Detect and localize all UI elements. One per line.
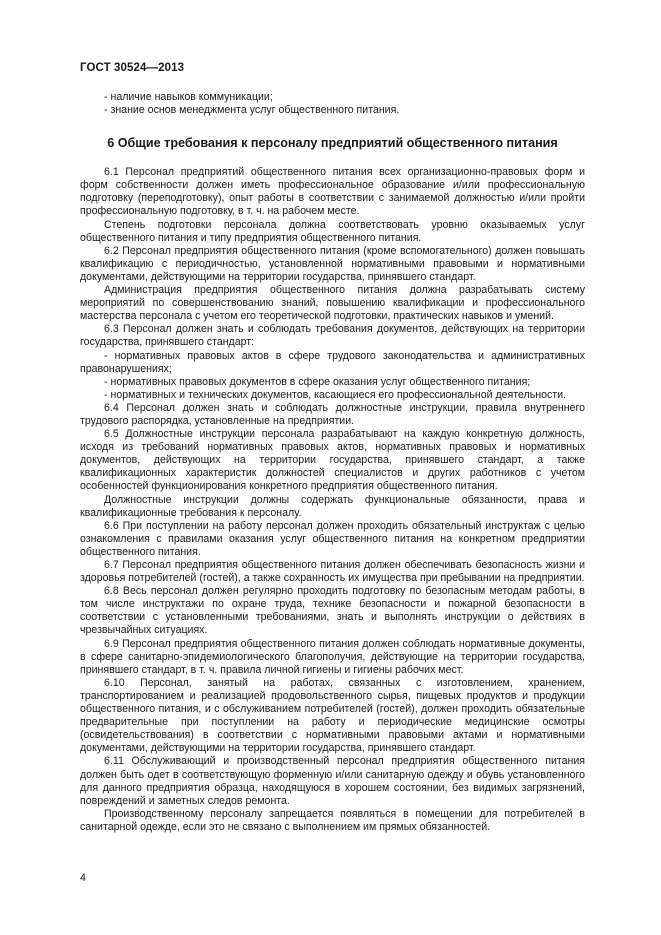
paragraph-6-10: 6.10 Персонал, занятый на работах, связанных с изготовлением, хранением, транспортированием и реализацией продовольственного сырья, пищевых продуктов и продукции общественного питания, и с обслуживанием потребителей (гостей), должен проходить обязательные предварительные при поступлении на работу и периодические медицинские осмотры (освидетельствования) в соответствии с нормативными правовыми актами и нормативными документами, действующими на территории государства, принявшего стандарт. bbox=[80, 676, 585, 755]
paragraph: Степень подготовки персонала должна соответствовать уровню оказываемых услуг общественного питания и типу предприятия общественного питания. bbox=[80, 218, 585, 244]
paragraph-6-6: 6.6 При поступлении на работу персонал должен проходить обязательный инструктаж с целью ознакомления с правилами оказания услуг общественного питания на конкретном предприятии общественного питания. bbox=[80, 519, 585, 558]
paragraph-6-11: 6.11 Обслуживающий и производственный персонал предприятия общественного питания должен быть одет в соответствующую форменную и/или санитарную одежду и обувь установленного для данного предприятия образца, находящуюся в хорошем состоянии, без видимых загрязнений, повреждений и заметных следов ремонта. bbox=[80, 755, 585, 807]
paragraph: Администрация предприятия общественного питания должна разрабатывать систему мероприятий по совершенствованию знаний, повышению квалификации и профессионального мастерства персонала с учетом его теоретической подготовки, практических навыков и умений. bbox=[80, 284, 585, 323]
paragraph: Должностные инструкции должны содержать функциональные обязанности, права и квалификационные требования к персоналу. bbox=[80, 493, 585, 519]
page-content bbox=[80, 91, 585, 834]
paragraph-6-3: 6.3 Персонал должен знать и соблюдать требования документов, действующих на территории государства, принявшего стандарт: bbox=[80, 323, 585, 349]
list-item: - нормативных правовых актов в сфере трудового законодательства и административных правонарушениях; bbox=[80, 349, 585, 375]
standard-header: ГОСТ 30524—2013 bbox=[80, 62, 185, 74]
page-number: 4 bbox=[80, 872, 86, 884]
paragraph-6-2: 6.2 Персонал предприятия общественного питания (кроме вспомогательного) должен повышать квалификацию с периодичностью, установленной нормативными правовыми и нормативными документами, действующими на территории государства, принявшего стандарт. bbox=[80, 244, 585, 283]
section-title: 6 Общие требования к персоналу предприятий общественного питания bbox=[107, 136, 558, 151]
list-item: - нормативных правовых документов в сфере оказания услуг общественного питания; bbox=[104, 375, 531, 388]
paragraph-6-9: 6.9 Персонал предприятия общественного питания должен соблюдать нормативные документы, в сфере санитарно-эпидемиологического благополучия, действующие на территории государства, принявшего стандарт, в т. ч. правила личной гигиены и гигиены рабочих мест. bbox=[80, 637, 585, 676]
paragraph-6-4: 6.4 Персонал должен знать и соблюдать должностные инструкции, правила внутреннего трудового распорядка, установленные на предприятии. bbox=[80, 401, 585, 427]
paragraph-6-5: 6.5 Должностные инструкции персонала разрабатывают на каждую конкретную должность, исходя из требований нормативных правовых актов, нормативных правовых и нормативных документов, действующих на территории государства, принявшего стандарт, а также квалификационных характеристик должностей специалистов и других работников с учетом особенностей функционирования конкретного предприятия общественного питания. bbox=[80, 428, 585, 493]
paragraph: Производственному персоналу запрещается появляться в помещении для потребителей в санитарной одежде, если это не связано с выполнением им прямых обязанностей. bbox=[80, 807, 585, 833]
paragraph-6-1: 6.1 Персонал предприятий общественного питания всех организационно-правовых форм и форм собственности должен иметь профессиональное образование и/или профессиональную подготовку (переподготовку), опыт работы в соответствии с занимаемой должностью и/или пройти профессиональную подготовку, в т. ч. на рабочем месте. bbox=[80, 166, 585, 218]
list-item: - наличие навыков коммуникации; bbox=[104, 91, 273, 103]
list-item: - знание основ менеджмента услуг общественного питания. bbox=[104, 104, 400, 117]
paragraph-6-8: 6.8 Весь персонал должен регулярно проходить подготовку по безопасным методам работы, в том числе инструктажи по охране труда, технике безопасности и пожарной безопасности в соответствии с установленными требованиями, знать и выполнять инструкции о действиях в чрезвычайных ситуациях. bbox=[80, 585, 585, 637]
list-item: - нормативных и технических документов, касающиеся его профессиональной деятельности. bbox=[104, 388, 567, 401]
paragraph-6-7: 6.7 Персонал предприятия общественного питания должен обеспечивать безопасность жизни и здоровья потребителей (гостей), а также сохранность их имущества при пребывании на предприятии. bbox=[80, 559, 585, 585]
